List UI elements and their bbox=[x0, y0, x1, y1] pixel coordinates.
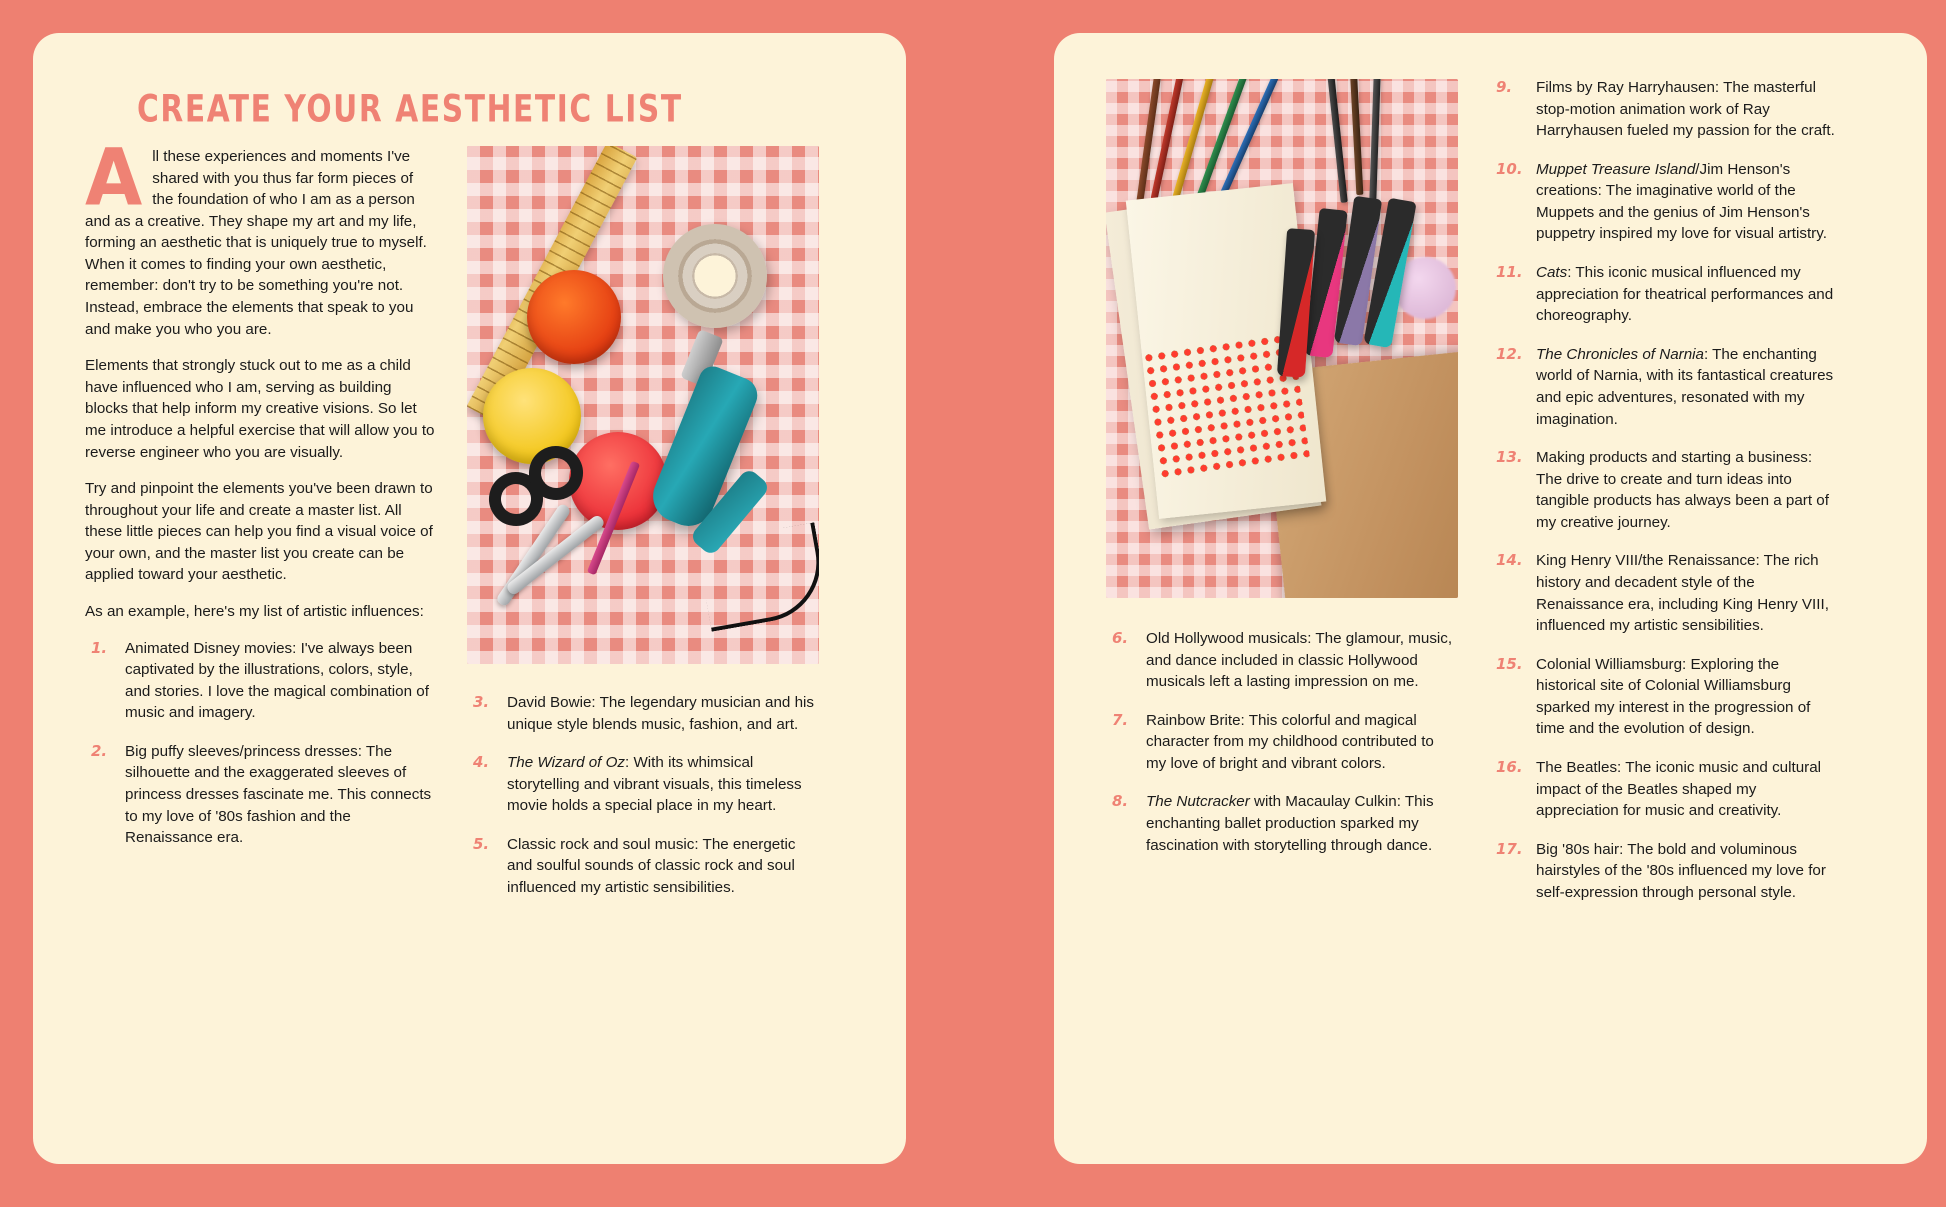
intro-paragraph-text: ll these experiences and moments I've shared with you thus far form pieces of the foundation of who I am as a person and as a creative. They shape my art and my life, forming an aesthetic that is uniquely true to myself. When it comes to finding your own aesthetic, remember: don't try to be something you're not. Instead, embrace the elements that speak to you and make you who you are. bbox=[85, 148, 427, 338]
list-item-number: 3. bbox=[473, 693, 490, 711]
list-item-text: Animated Disney movies: I've always been captivated by the illustrations, colors, style, and stories. I love the magical combination of music and imagery. bbox=[125, 639, 429, 722]
list-item bbox=[85, 638, 437, 724]
influences-list-part-1 bbox=[85, 638, 437, 849]
right-page-left-column bbox=[1106, 77, 1458, 873]
list-item-number: 9. bbox=[1496, 78, 1513, 96]
drop-cap: A bbox=[85, 132, 143, 224]
list-item bbox=[1488, 344, 1840, 430]
list-item-number: 11. bbox=[1496, 263, 1523, 282]
left-page bbox=[33, 33, 906, 1164]
list-item bbox=[1488, 757, 1840, 822]
list-item-text: : With its whimsical storytelling and vibrant visuals, this timeless movie holds a special place in my heart. bbox=[507, 754, 802, 815]
list-item bbox=[1488, 839, 1840, 904]
page-title: CREATE YOUR AESTHETIC LIST bbox=[137, 86, 683, 131]
list-item-number: 8. bbox=[1112, 792, 1129, 811]
right-page bbox=[1054, 33, 1927, 1164]
list-item-title: The Wizard of Oz bbox=[507, 754, 626, 772]
craft-supplies-photo bbox=[467, 146, 819, 664]
list-item-number: 5. bbox=[473, 834, 490, 853]
list-item-number: 13. bbox=[1496, 448, 1523, 467]
list-item-text: Colonial Williamsburg: Exploring the historical site of Colonial Williamsburg sparked my interest in the progression of time and the evolution of design. bbox=[1536, 655, 1811, 738]
list-item-text: Making products and starting a business: The drive to create and turn ideas into tangible products has always been a part of my creative journey. bbox=[1536, 449, 1829, 531]
left-page-columns bbox=[85, 132, 854, 916]
list-item bbox=[1106, 710, 1458, 775]
list-item bbox=[467, 834, 819, 899]
list-item-text: The Beatles: The iconic music and cultural impact of the Beatles shaped my appreciation for music and creativity. bbox=[1536, 759, 1822, 820]
list-item bbox=[1106, 791, 1458, 856]
list-item-title: Muppet Treasure Island bbox=[1536, 160, 1696, 178]
list-item bbox=[1106, 628, 1458, 693]
list-item-text: Classic rock and soul music: The energetic and soulful sounds of classic rock and soul influenced my artistic sensibilities. bbox=[507, 835, 796, 897]
intro-paragraph bbox=[85, 132, 437, 340]
list-item-number: 1. bbox=[91, 638, 108, 657]
list-item bbox=[1488, 159, 1840, 245]
right-page-right-column bbox=[1488, 77, 1840, 921]
list-item-title: The Chronicles of Narnia bbox=[1536, 345, 1704, 363]
list-item-number: 14. bbox=[1496, 551, 1523, 570]
left-column-text bbox=[85, 132, 437, 866]
left-page-right-column bbox=[467, 146, 819, 916]
list-item-text: Old Hollywood musicals: The glamour, music, and dance included in classic Hollywood musicals left a lasting impression on me. bbox=[1146, 630, 1453, 691]
list-item bbox=[467, 692, 819, 735]
list-item-number: 15. bbox=[1496, 654, 1523, 673]
list-item-number: 16. bbox=[1496, 758, 1523, 777]
spacer bbox=[1106, 598, 1458, 628]
influences-list-part-4 bbox=[1488, 77, 1840, 904]
list-item-number: 17. bbox=[1496, 839, 1523, 858]
right-page-columns bbox=[1106, 77, 1875, 921]
list-item-text: Films by Ray Harryhausen: The masterful stop-motion animation work of Ray Harryhausen fueled my passion for the craft. bbox=[1536, 79, 1835, 140]
list-item-text: Rainbow Brite: This colorful and magical character from my childhood contributed to my love of bright and vibrant colors. bbox=[1146, 711, 1434, 772]
art-supplies-photo bbox=[1106, 79, 1458, 598]
list-item-text: David Bowie: The legendary musician and his unique style blends music, fashion, and art. bbox=[507, 694, 815, 733]
list-item bbox=[467, 752, 819, 817]
influences-list-part-3 bbox=[1106, 628, 1458, 856]
list-item bbox=[1488, 77, 1840, 142]
list-item-text: Big puffy sleeves/princess dresses: The silhouette and the exaggerated sleeves of princess dresses fascinate me. This connects to my love of '80s fashion and the Renaissance era. bbox=[125, 742, 432, 847]
list-item-text: : This iconic musical influenced my appreciation for theatrical performances and choreography. bbox=[1536, 264, 1834, 325]
spacer bbox=[467, 664, 819, 692]
list-item-number: 7. bbox=[1112, 710, 1129, 729]
list-item-title: Cats bbox=[1536, 264, 1568, 282]
list-item-number: 10. bbox=[1496, 159, 1523, 178]
list-item-number: 2. bbox=[91, 741, 108, 760]
list-item bbox=[1488, 262, 1840, 327]
list-item-number: 4. bbox=[473, 753, 490, 772]
list-item bbox=[85, 741, 437, 849]
list-item bbox=[1488, 447, 1840, 533]
list-item-text: /Jim Henson's creations: The imaginative world of the Muppets and the genius of Jim Henson's puppetry inspired my love for visual artistry. bbox=[1536, 160, 1827, 243]
paragraph-3: Try and pinpoint the elements you've been drawn to throughout your life and create a master list. All these little pieces can help you find a visual voice of your own, and the master list you create can be applied toward your aesthetic. bbox=[85, 480, 433, 584]
list-item-text: with Macaulay Culkin: This enchanting ballet production sparked my fascination with storytelling through dance. bbox=[1146, 793, 1434, 854]
list-item-text: King Henry VIII/the Renaissance: The rich history and decadent style of the Renaissance era, including King Henry VIII, influenced my artistic sensibilities. bbox=[1536, 552, 1829, 635]
list-item bbox=[1488, 654, 1840, 740]
list-item bbox=[1488, 550, 1840, 636]
list-item-number: 6. bbox=[1112, 629, 1129, 647]
list-item-text: : The enchanting world of Narnia, with its fantastical creatures and epic adventures, resonated with my imagination. bbox=[1536, 345, 1834, 428]
list-item-text: Big '80s hair: The bold and voluminous hairstyles of the '80s influenced my love for self-expression through personal style. bbox=[1536, 840, 1826, 901]
influences-list-part-2 bbox=[467, 692, 819, 899]
list-item-number: 12. bbox=[1496, 344, 1523, 363]
orange-paint-jar bbox=[527, 270, 621, 364]
paragraph-2: Elements that strongly stuck out to me as a child have influenced who I am, serving as building blocks that help inform my creative visions. So let me introduce a helpful exercise that will allow you to reverse engineer who you are visually. bbox=[85, 357, 435, 461]
paragraph-4: As an example, here's my list of artistic influences: bbox=[85, 602, 424, 620]
list-item-title: The Nutcracker bbox=[1146, 793, 1250, 811]
